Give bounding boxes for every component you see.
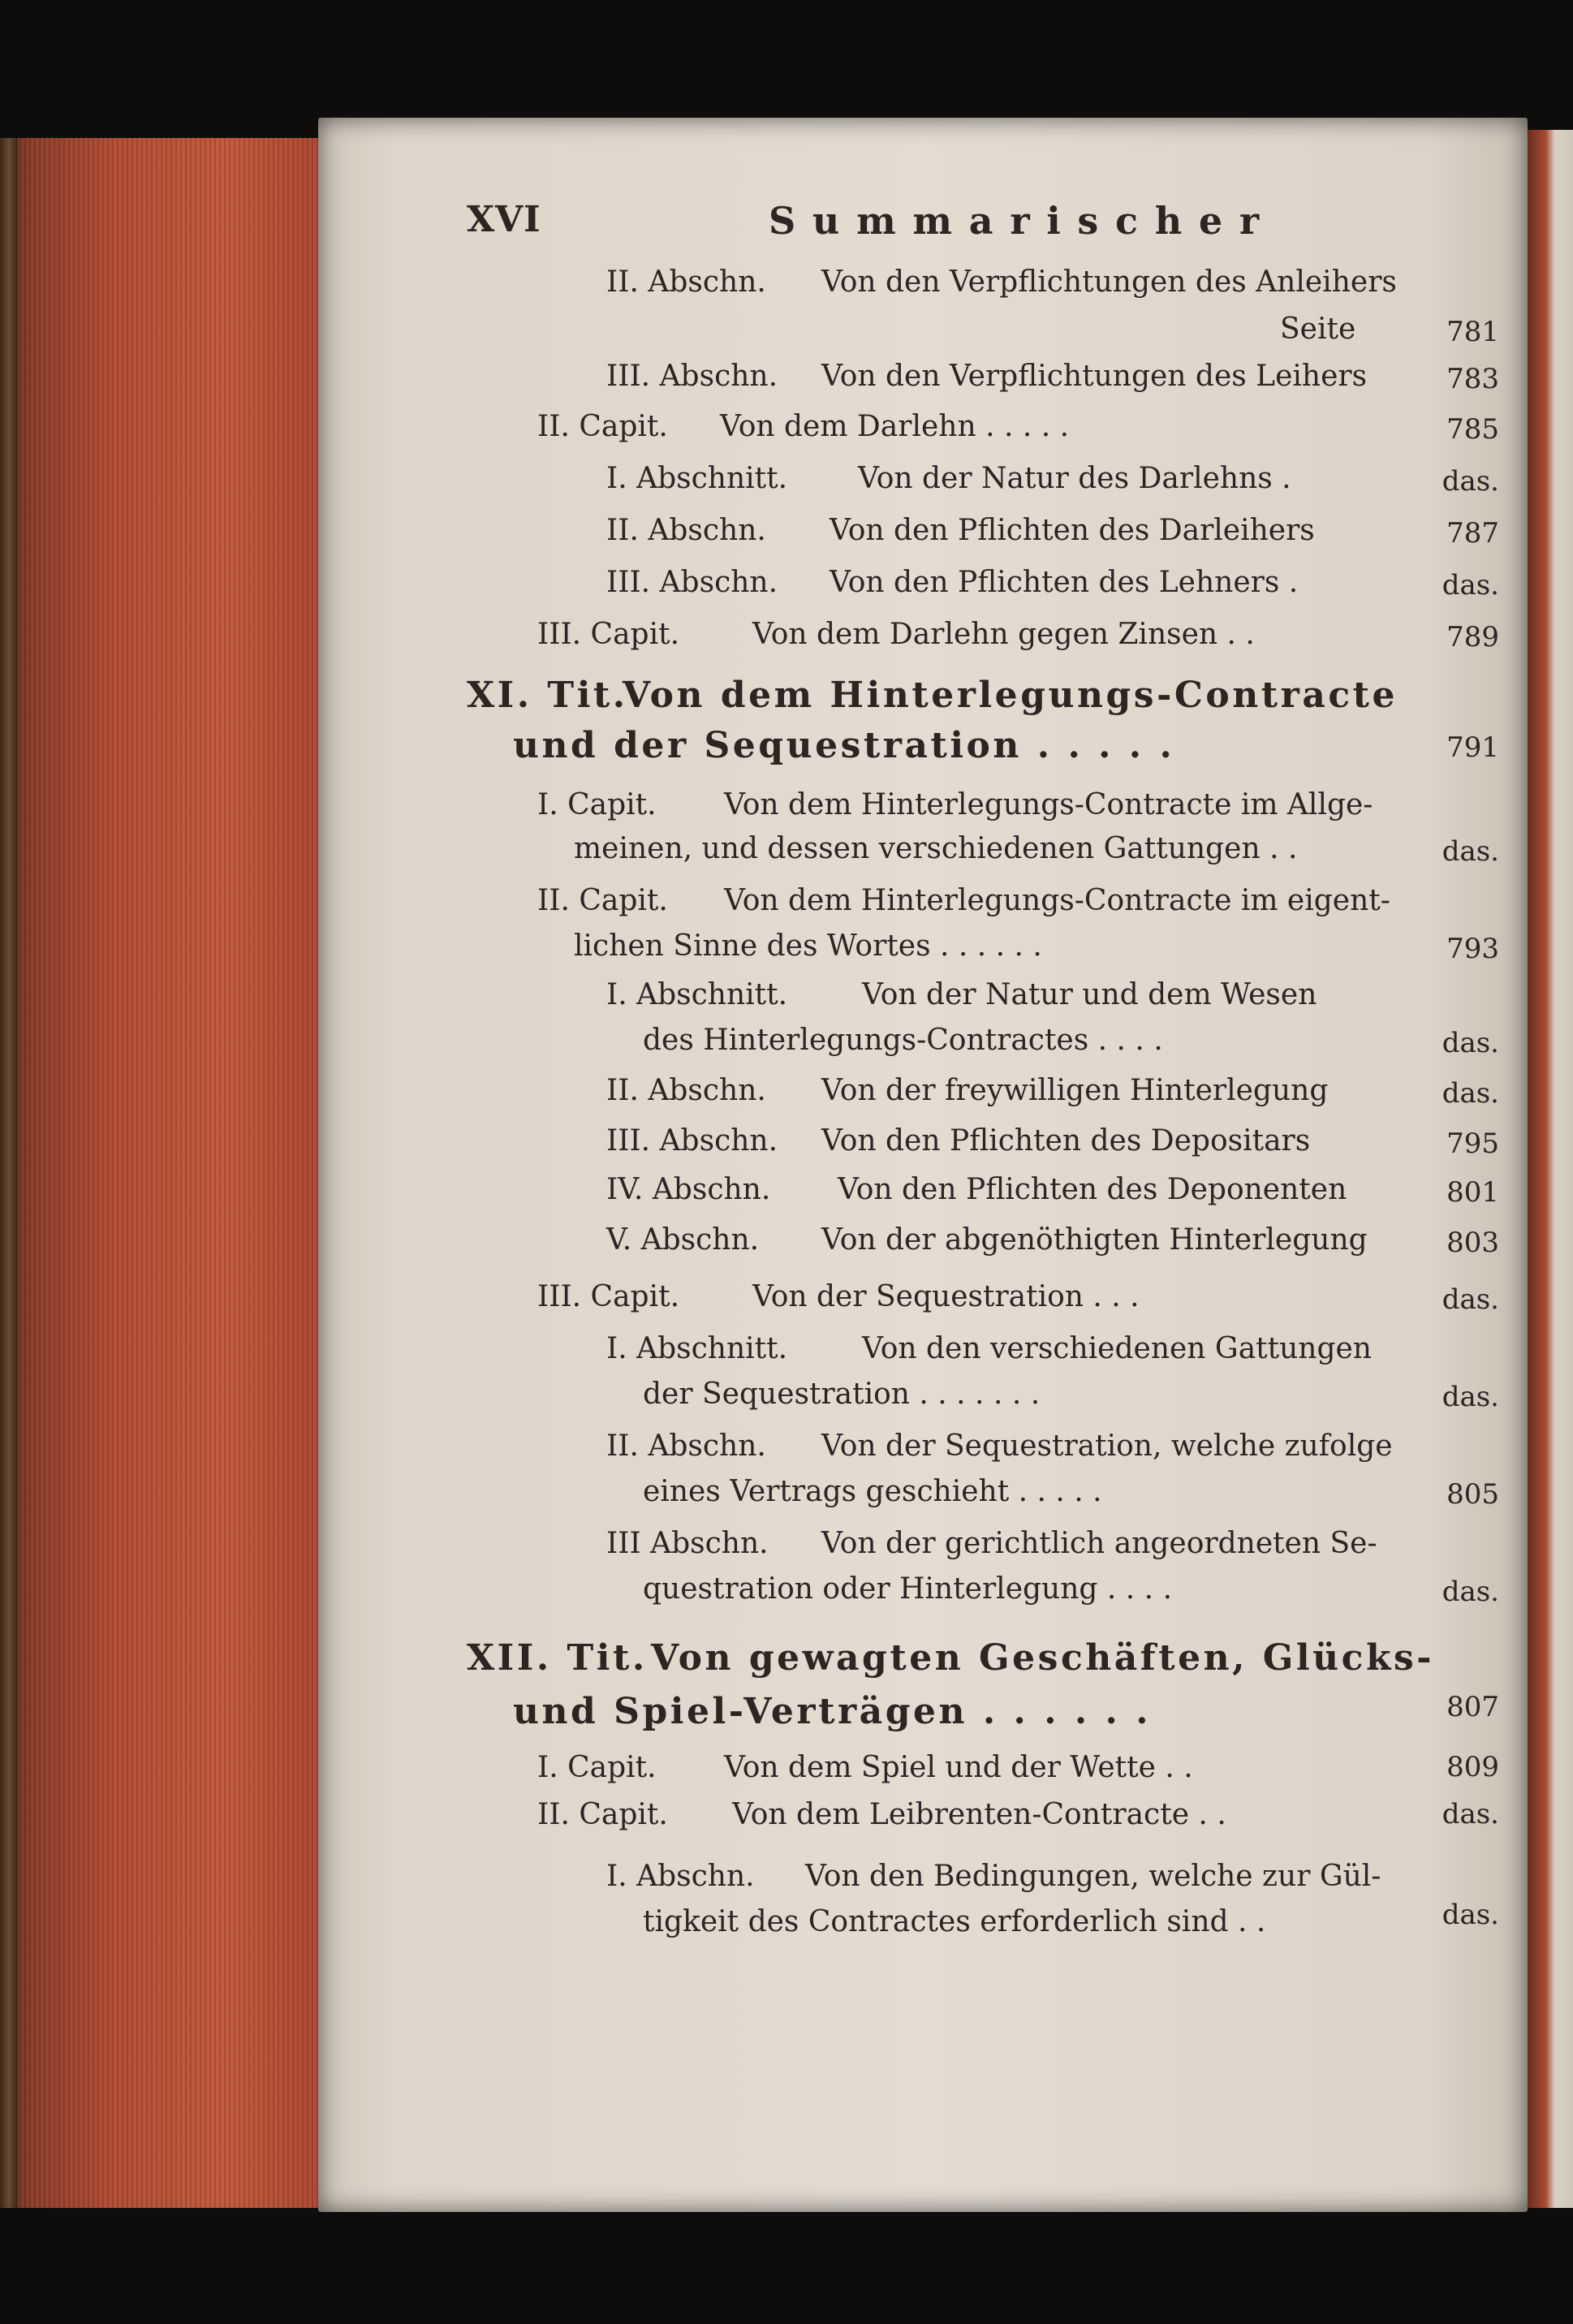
toc-entry-text: Von der Sequestration . . .: [752, 1280, 1140, 1313]
toc-entry-label: III. Abschn.: [606, 1124, 778, 1158]
toc-entry-text: Von den Verpflichtungen des Leihers: [821, 360, 1368, 393]
toc-entry-label: II. Capit.: [537, 410, 668, 443]
toc-entry-text: Von der Sequestration, welche zufolge: [821, 1429, 1393, 1463]
toc-page-number: 805: [1446, 1478, 1499, 1511]
toc-page-number: 807: [1446, 1691, 1499, 1723]
toc-page-number: das.: [1442, 1576, 1499, 1608]
toc-entry-label: II. Capit.: [537, 1798, 668, 1831]
toc-entry-label: II. Abschn.: [606, 514, 766, 547]
toc-entry-label: I. Abschn.: [606, 1860, 755, 1893]
toc-entry-text: Von den Verpflichtungen des Anleihers: [821, 265, 1397, 299]
toc-entry-text: Von der freywilligen Hinterlegung: [821, 1074, 1329, 1107]
toc-entry-label: I. Capit.: [537, 1751, 657, 1784]
toc-page-number: 785: [1446, 413, 1499, 446]
toc-page-number: das.: [1442, 1077, 1499, 1110]
toc-entry-text: Von den Pflichten des Darleihers: [830, 514, 1315, 547]
toc-page-number: 795: [1446, 1128, 1499, 1160]
toc-entry-text: Von den Pflichten des Deponenten: [838, 1173, 1347, 1206]
adjacent-page-edge: [1528, 130, 1573, 2208]
toc-entry-text: der Sequestration . . . . . . .: [643, 1378, 1041, 1411]
toc-entry-text: Von den Pflichten des Lehners .: [830, 566, 1299, 599]
toc-entry-text: meinen, und dessen verschiedenen Gattungen . .: [574, 832, 1298, 865]
toc-page-number: 789: [1446, 621, 1499, 653]
toc-page-number: 783: [1446, 363, 1499, 395]
toc-entry-text: Von dem Darlehn gegen Zinsen . .: [752, 618, 1255, 651]
toc-entry-text: Von dem Spiel und der Wette . .: [724, 1751, 1193, 1784]
toc-entry-text: Seite: [1280, 313, 1356, 346]
toc-entry-text: Von dem Darlehn . . . . .: [720, 410, 1070, 443]
toc-entry-label: III. Abschn.: [606, 360, 778, 393]
toc-entry-text: Von dem Hinterlegungs-Contracte im eigent-: [724, 884, 1390, 917]
toc-entry-label: IV. Abschn.: [606, 1173, 771, 1206]
toc-title-text: und der Sequestration . . . . .: [513, 725, 1175, 766]
running-title: Summarischer: [769, 199, 1276, 243]
toc-entry-text: Von den Bedingungen, welche zur Gül-: [805, 1860, 1381, 1893]
toc-page-number: das.: [1442, 1381, 1499, 1413]
toc-page-number: 787: [1446, 517, 1499, 550]
toc-page-number: das.: [1442, 835, 1499, 868]
toc-entry-text: Von dem Leibrenten-Contracte . .: [732, 1798, 1226, 1831]
toc-entry-text: tigkeit des Contractes erforderlich sind . .: [643, 1905, 1266, 1938]
toc-page-number: das.: [1442, 1899, 1499, 1931]
toc-page-number: das.: [1442, 1027, 1499, 1059]
toc-entry-text: des Hinterlegungs-Contractes . . . .: [643, 1024, 1163, 1057]
toc-entry-label: III Abschn.: [606, 1527, 769, 1560]
toc-entry-label: III. Capit.: [537, 618, 680, 651]
toc-title-text: Von dem Hinterlegungs-Contracte: [623, 675, 1398, 716]
book-cover-edge: [0, 138, 18, 2208]
toc-title-text: und Spiel-Verträgen . . . . . .: [513, 1691, 1152, 1732]
toc-entry-label: I. Abschnitt.: [606, 462, 788, 495]
folio: XVI: [467, 199, 541, 240]
toc-page-number: 803: [1446, 1227, 1499, 1259]
toc-entry-label: II. Capit.: [537, 884, 668, 917]
toc-entry-text: Von der Natur des Darlehns .: [858, 462, 1291, 495]
toc-entry-label: II. Abschn.: [606, 1429, 766, 1463]
toc-page-number: 793: [1446, 933, 1499, 965]
toc-entry-label: V. Abschn.: [606, 1223, 760, 1257]
toc-page-number: das.: [1442, 1283, 1499, 1316]
toc-page-number: das.: [1442, 1798, 1499, 1830]
toc-page-number: das.: [1442, 569, 1499, 601]
toc-entry-text: lichen Sinne des Wortes . . . . . .: [574, 929, 1042, 963]
toc-page-number: 781: [1446, 316, 1499, 348]
toc-entry-label: III. Abschn.: [606, 566, 778, 599]
toc-entry-text: Von der gerichtlich angeordneten Se-: [821, 1527, 1377, 1560]
toc-entry-label: I. Capit.: [537, 788, 657, 821]
toc-title-text: Von gewagten Geschäften, Glücks-: [651, 1637, 1435, 1679]
toc-entry-text: questration oder Hinterlegung . . . .: [643, 1572, 1173, 1606]
toc-page-number: das.: [1442, 465, 1499, 498]
toc-title-label: XI. Tit.: [467, 675, 628, 716]
toc-entry-label: II. Abschn.: [606, 265, 766, 299]
toc-entry-text: Von den Pflichten des Depositars: [821, 1124, 1311, 1158]
toc-entry-text: Von den verschiedenen Gattungen: [862, 1332, 1372, 1365]
toc-title-label: XII. Tit.: [467, 1637, 648, 1679]
toc-page-number: 809: [1446, 1751, 1499, 1783]
toc-entry-label: I. Abschnitt.: [606, 978, 788, 1011]
toc-entry-text: Von der abgenöthigten Hinterlegung: [821, 1223, 1368, 1257]
book-page: [318, 118, 1528, 2212]
page-edges: [0, 138, 325, 2208]
toc-entry-text: Von der Natur und dem Wesen: [862, 978, 1317, 1011]
toc-entry-text: eines Vertrags geschieht . . . . .: [643, 1475, 1102, 1508]
toc-page-number: 801: [1446, 1176, 1499, 1209]
toc-entry-label: II. Abschn.: [606, 1074, 766, 1107]
toc-entry-label: I. Abschnitt.: [606, 1332, 788, 1365]
toc-entry-label: III. Capit.: [537, 1280, 680, 1313]
toc-page-number: 791: [1446, 731, 1499, 764]
toc-entry-text: Von dem Hinterlegungs-Contracte im Allge-: [724, 788, 1373, 821]
